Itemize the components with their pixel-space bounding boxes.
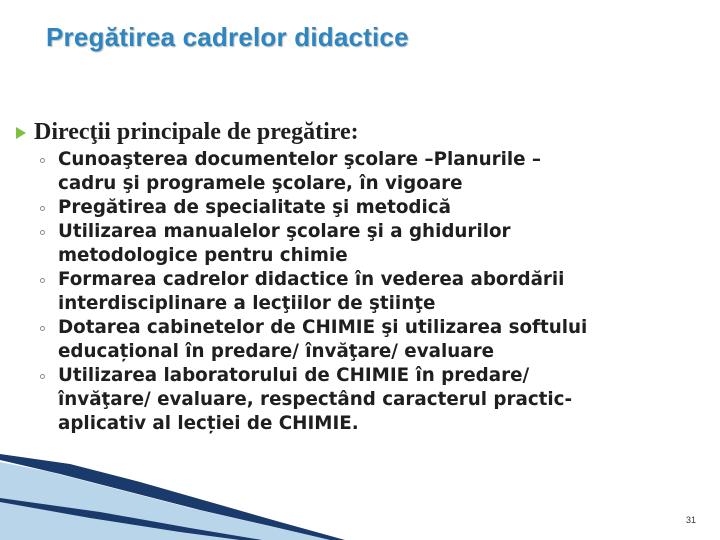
bullet-line: Utilizarea laboratorului de CHIMIE în predare/	[58, 365, 530, 386]
bullet-line: Formarea cadrelor didactice în vederea abordării	[58, 269, 565, 290]
bullet-item	[16, 220, 706, 268]
circle-bullet-icon	[40, 206, 45, 211]
bullet-item	[16, 196, 706, 220]
bullet-line: Utilizarea manualelor şcolare şi a ghidurilor	[58, 221, 511, 242]
bullet-line: educațional în predare/ învăţare/ evaluare	[58, 341, 494, 362]
arrow-bullet-icon	[16, 127, 26, 139]
heading-text: Direcţii principale de pregătire:	[34, 119, 359, 145]
bullet-line: Dotarea cabinetelor de CHIMIE şi utilizarea softului	[58, 317, 588, 338]
slide-content	[16, 118, 706, 436]
bullet-line: Cunoaşterea documentelor şcolare –Planurile –	[58, 149, 542, 170]
bullet-item	[16, 364, 706, 436]
bullet-line: cadru şi programele şcolare, în vigoare	[58, 173, 463, 194]
bottom-swoosh-decoration	[0, 440, 720, 540]
circle-bullet-icon	[40, 278, 45, 283]
bullet-line: învăţare/ evaluare, respectând caracterul practic-	[58, 389, 573, 410]
circle-bullet-icon	[40, 374, 45, 379]
bullet-line: metodologice pentru chimie	[58, 245, 348, 266]
bullet-list	[16, 148, 706, 436]
heading-item	[16, 118, 706, 146]
bullet-line: aplicativ al lecției de CHIMIE.	[58, 413, 359, 434]
circle-bullet-icon	[40, 230, 45, 235]
circle-bullet-icon	[40, 326, 45, 331]
bullet-line: interdisciplinare a lecţiilor de ştiinţe	[58, 293, 436, 314]
slide-title: Pregătirea cadrelor didactice	[46, 22, 409, 52]
bullet-item	[16, 316, 706, 364]
bullet-item	[16, 148, 706, 196]
bullet-line: Pregătirea de specialitate şi metodică	[58, 197, 451, 218]
bullet-item	[16, 268, 706, 316]
circle-bullet-icon	[40, 158, 45, 163]
page-number: 31	[685, 515, 696, 525]
